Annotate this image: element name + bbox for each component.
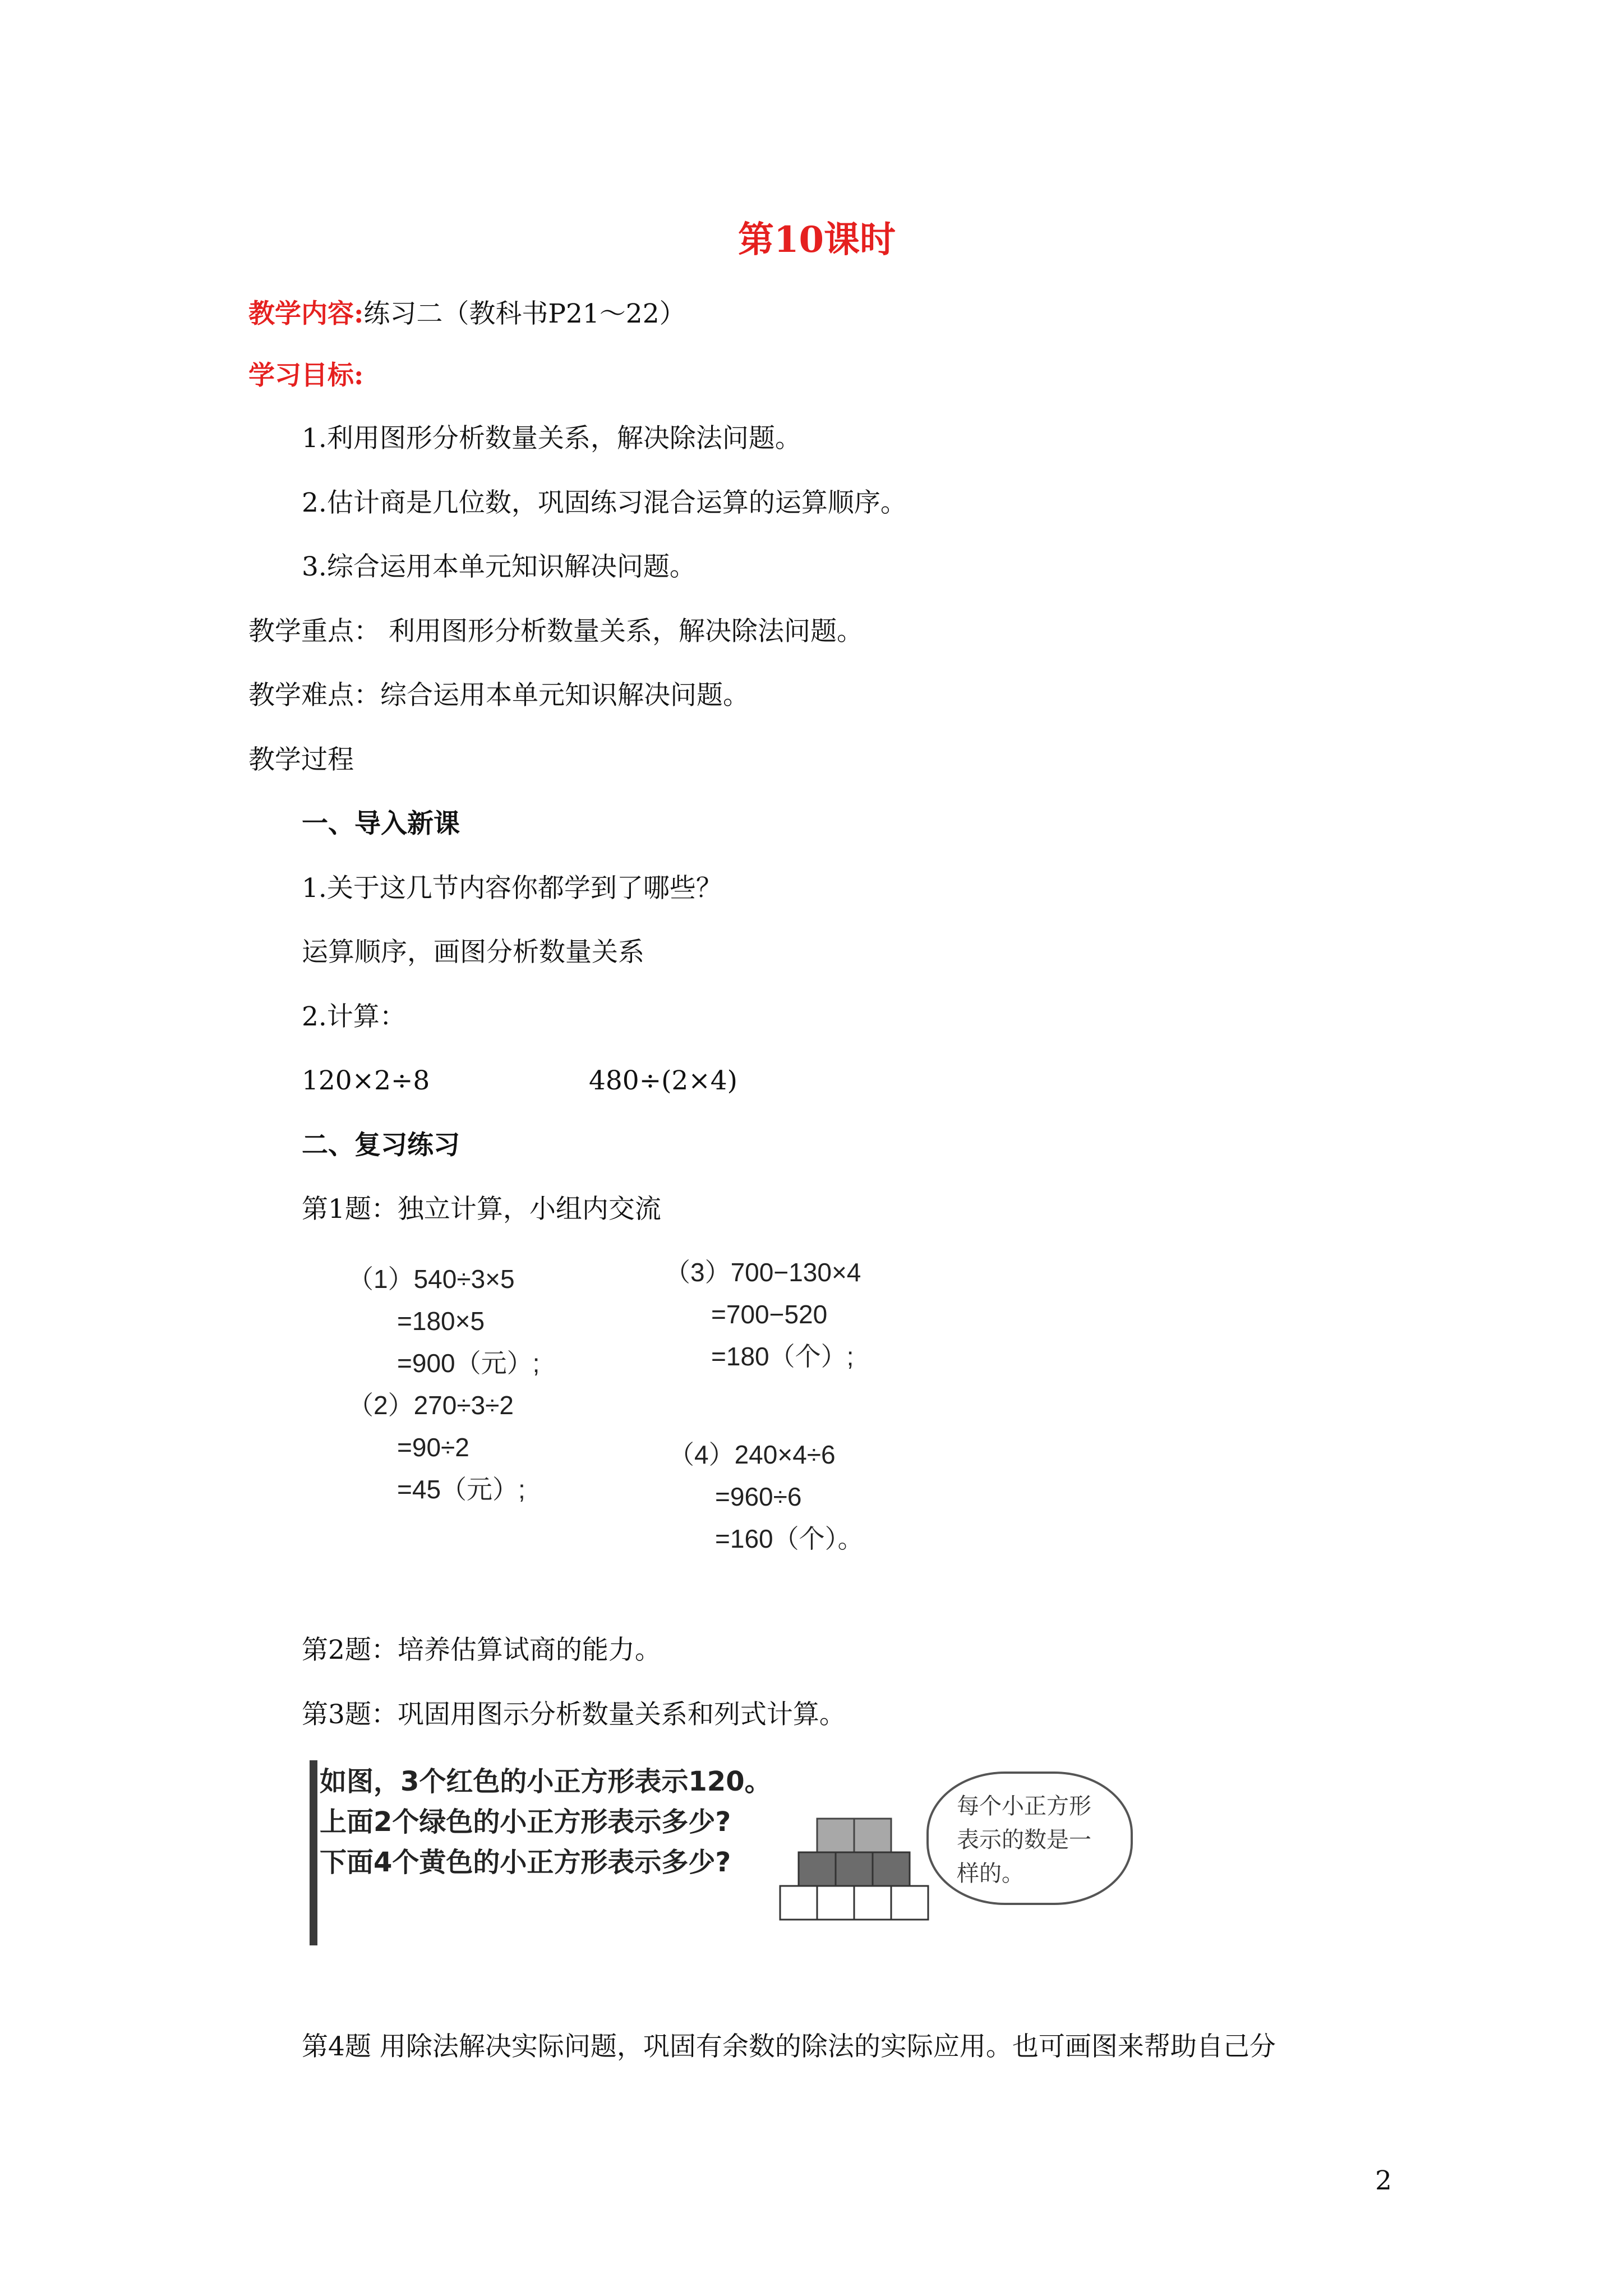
- page-title: 第10课时: [738, 219, 896, 261]
- goal-item: 1.利用图形分析数量关系，解决除法问题。: [302, 423, 801, 454]
- problem-3: 第3题：巩固用图示分析数量关系和列式计算。: [302, 1699, 846, 1730]
- speech-bubble: [926, 1772, 1133, 1905]
- problem-4: 第4题 用除法解决实际问题，巩固有余数的除法的实际应用。也可画图来帮助自己分: [302, 2031, 1276, 2062]
- calc-line: =900（元）;: [397, 1349, 540, 1378]
- problem-text-line: 下面4个黄色的小正方形表示多少?: [320, 1847, 731, 1878]
- calc-line: =45（元）;: [397, 1475, 525, 1504]
- calc-line: （3）700−130×4: [665, 1258, 861, 1287]
- goals-label: 学习目标:: [248, 360, 364, 391]
- calculation-figure: [348, 1257, 909, 1571]
- figure-edge-bar: [310, 1760, 317, 1945]
- section1-answer1: 运算顺序，画图分析数量关系: [302, 937, 644, 968]
- top-squares: [817, 1819, 891, 1852]
- square-problem-figure: [310, 1760, 1162, 1945]
- calc-line: =960÷6: [715, 1482, 802, 1511]
- problem-2: 第2题：培养估算试商的能力。: [302, 1635, 661, 1665]
- section2-heading: 二、复习练习: [302, 1130, 460, 1161]
- page-number: 2: [1375, 2165, 1392, 2196]
- middle-squares: [799, 1852, 910, 1886]
- calc-line: =90÷2: [397, 1433, 469, 1462]
- content-line: [248, 297, 686, 331]
- content-value: 练习二（教科书P21～22）: [363, 298, 686, 329]
- problem-1: 第1题：独立计算，小组内交流: [302, 1194, 661, 1225]
- section1-question2: 2.计算：: [302, 1001, 406, 1032]
- goal-item: 2.估计商是几位数，巩固练习混合运算的运算顺序。: [302, 487, 907, 518]
- problem-text-line: 如图，3个红色的小正方形表示120。: [320, 1766, 772, 1797]
- section1-heading: 一、导入新课: [302, 808, 460, 839]
- goal-item: 3.综合运用本单元知识解决问题。: [302, 551, 696, 582]
- content-label: 教学内容:: [248, 298, 364, 329]
- calc-line: =180（个）;: [711, 1342, 854, 1371]
- process-heading: 教学过程: [248, 744, 354, 775]
- expression-b: 480÷(2×4): [589, 1065, 737, 1096]
- stacked-squares-diagram: [774, 1816, 937, 1940]
- bubble-text-line: 样的。: [957, 1861, 1024, 1887]
- expression-a: 120×2÷8: [302, 1065, 430, 1096]
- difficulty: 教学难点：综合运用本单元知识解决问题。: [248, 680, 749, 711]
- calc-line: （1）540÷3×5: [348, 1264, 515, 1294]
- bubble-text-line: 每个小正方形: [957, 1793, 1091, 1819]
- problem-text-line: 上面2个绿色的小正方形表示多少?: [320, 1806, 731, 1838]
- calc-line: =160（个）。: [715, 1524, 864, 1553]
- calc-line: （2）270÷3÷2: [348, 1391, 514, 1420]
- section1-question1: 1.关于这几节内容你都学到了哪些？: [302, 873, 722, 904]
- calc-line: =180×5: [397, 1306, 485, 1336]
- calc-line: =700−520: [711, 1300, 828, 1329]
- calc-line: （4）240×4÷6: [668, 1440, 836, 1469]
- bubble-text-line: 表示的数是一: [957, 1827, 1091, 1853]
- bottom-squares: [780, 1886, 928, 1920]
- key-point: 教学重点： 利用图形分析数量关系，解决除法问题。: [248, 616, 863, 647]
